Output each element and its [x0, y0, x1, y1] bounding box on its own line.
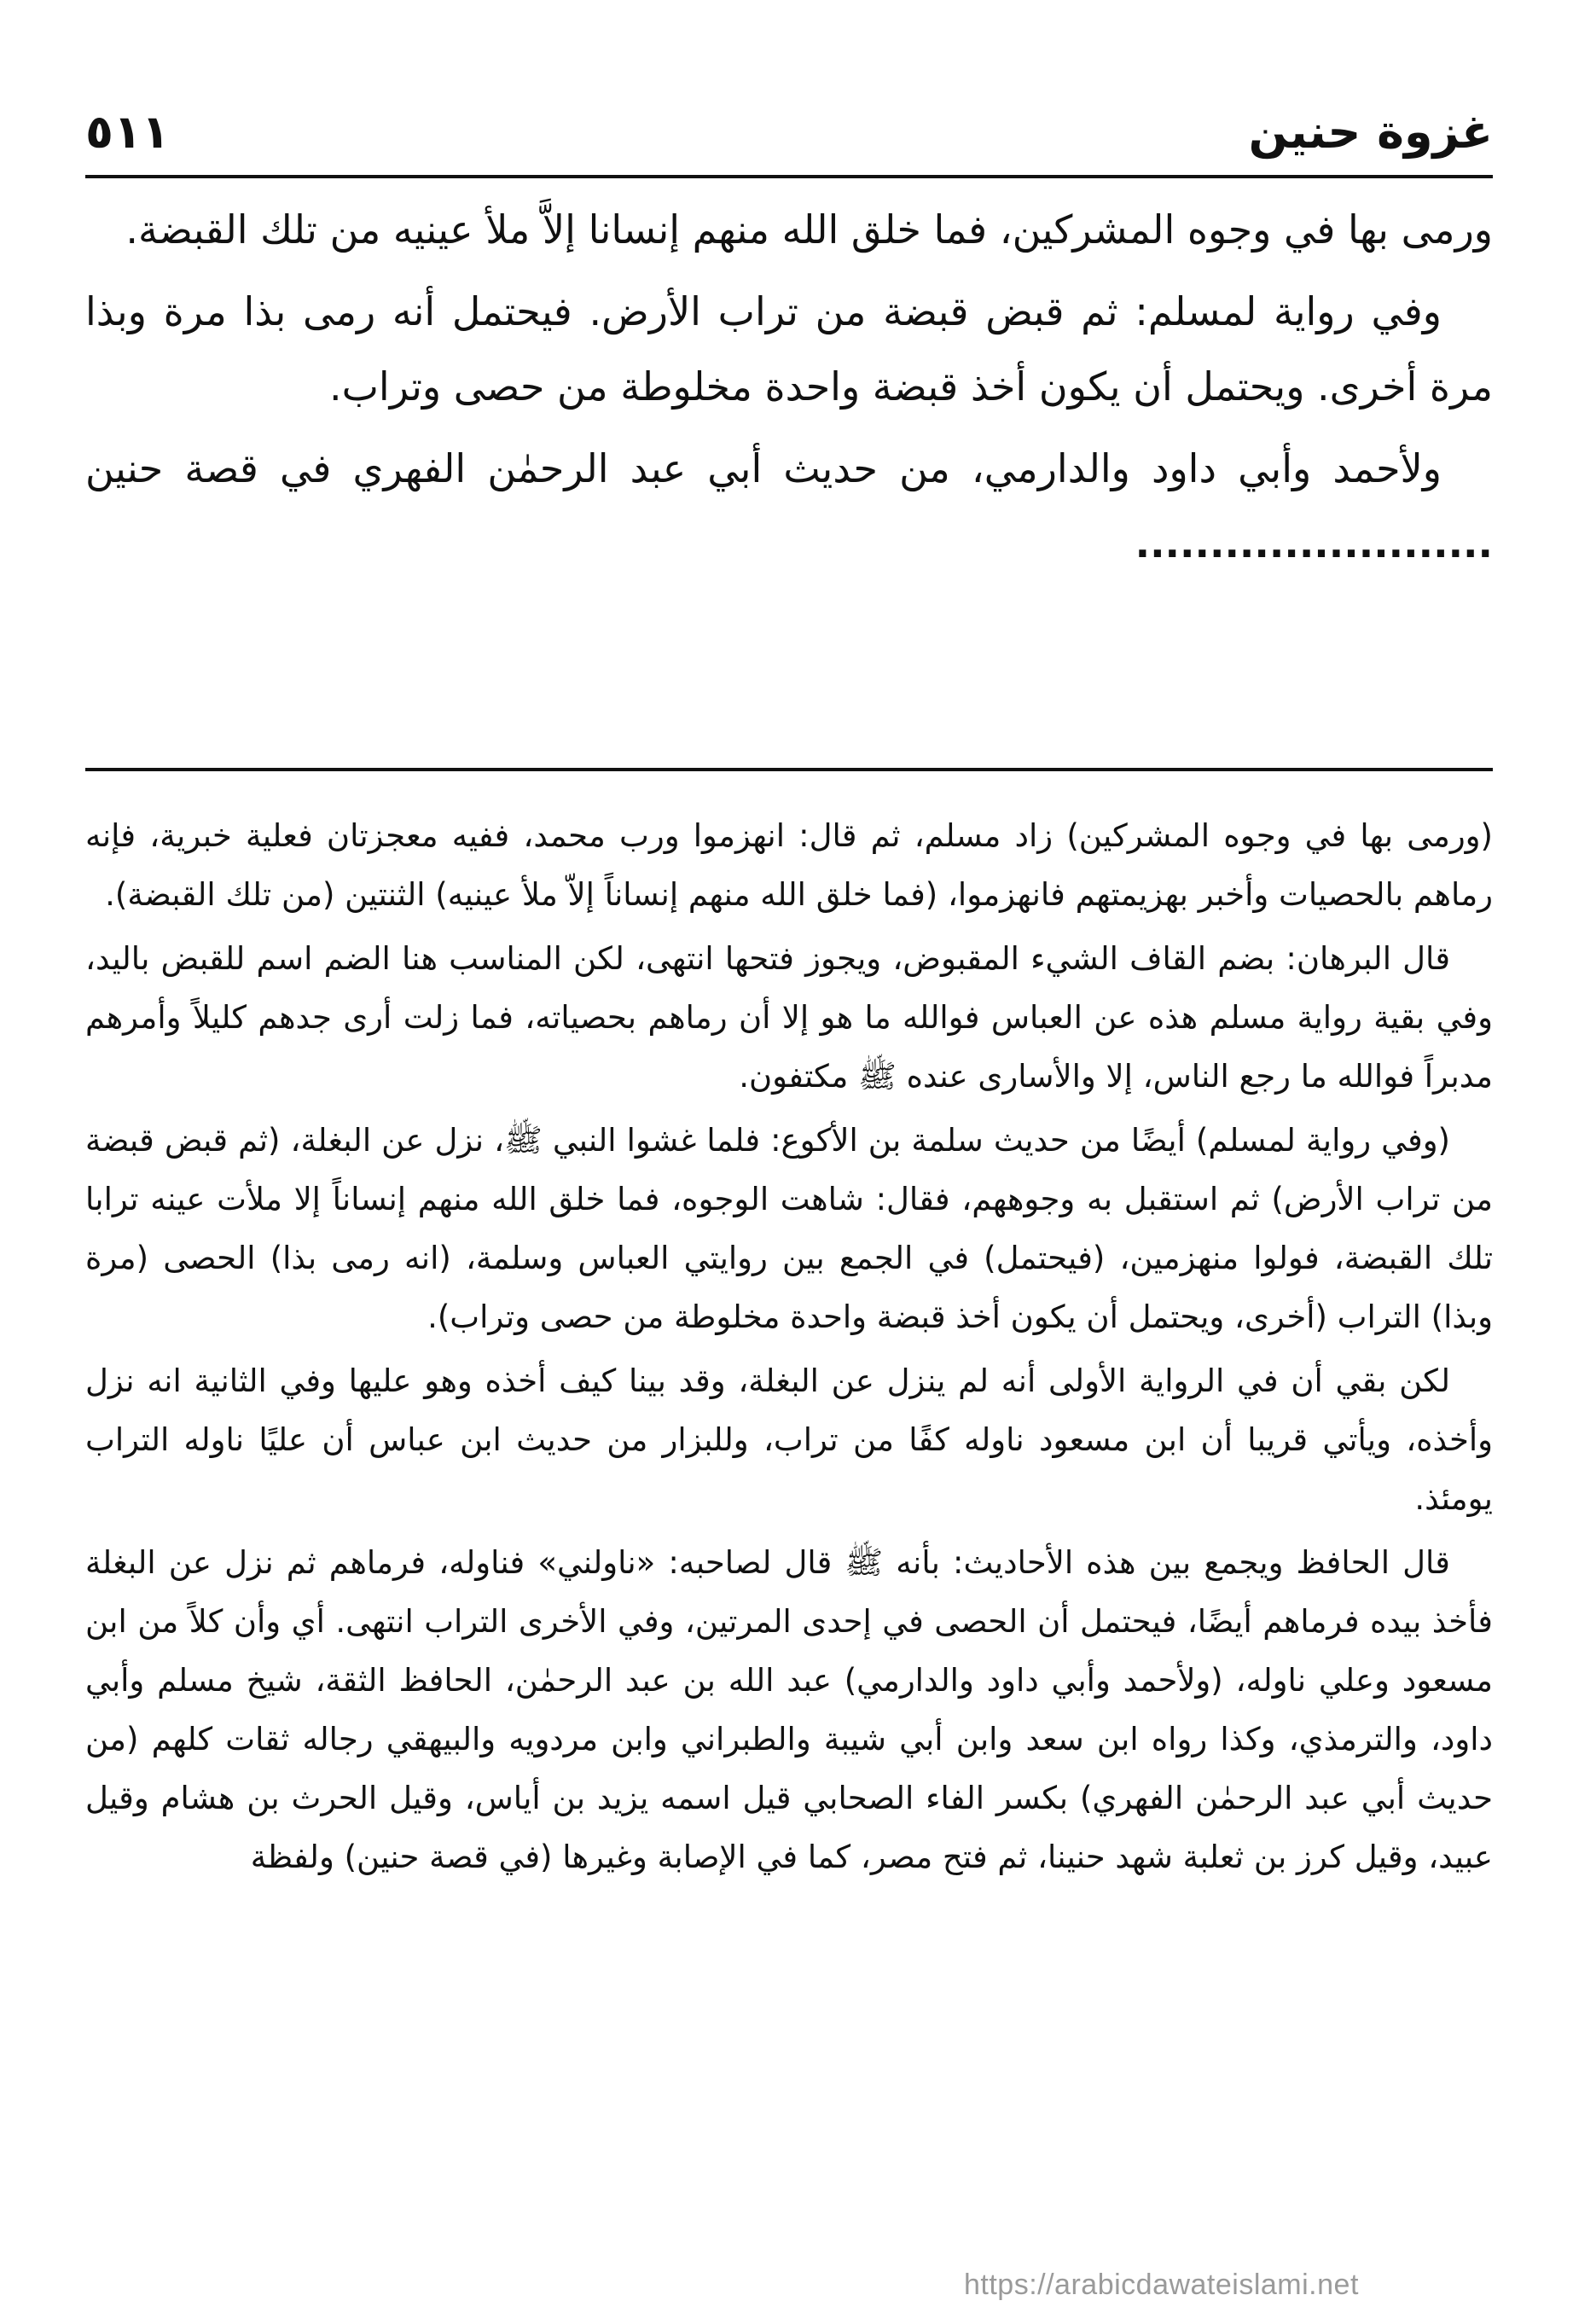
commentary-text — [85, 806, 1493, 1891]
commentary-paragraph-5: قال الحافظ ويجمع بين هذه الأحاديث: بأنه ﷺ قال لصاحبه: «ناولني» فناوله، فرماهم ثم نزل عن البغلة فأخذ بيده فرماهم أيضًا، فيحتمل أن الحصى في إحدى المرتين، وفي الأخرى التراب انتهى. أي وأن كلاً من ابن مسعود وعلي ناوله، (ولأحمد وأبي داود والدارمي) عبد الله بن عبد الرحمٰن، الحافظ الثقة، شيخ مسلم وأبي داود، والترمذي، وكذا رواه ابن سعد وابن أبي شيبة والطبراني وابن مردويه والبيهقي رجاله ثقات كلهم (من حديث أبي عبد الرحمٰن الفهري) بكسر الفاء الصحابي قيل اسمه يزيد بن أياس، وقيل الحرث بن هشام وقيل عبيد، وقيل كرز بن ثعلبة شهد حنينا، ثم فتح مصر، كما في الإصابة وغيرها (في قصة حنين) ولفظة — [85, 1544, 1493, 1875]
section-divider — [85, 768, 1493, 771]
header-divider — [85, 175, 1493, 178]
main-paragraph-1: ورمى بها في وجوه المشركين، فما خلق الله منهم إنسانا إلاَّ ملأ عينيه من تلك القبضة. — [125, 206, 1493, 253]
commentary-paragraph-3: (وفي رواية لمسلم) أيضًا من حديث سلمة بن الأكوع: فلما غشوا النبي ﷺ، نزل عن البغلة، (ثم قبض قبضة من تراب الأرض) ثم استقبل به وجوههم، فقال: شاهت الوجوه، فما خلق الله منهم إنساناً إلا ملأت عينه ترابا تلك القبضة، فولوا منهزمين، (فيحتمل) في الجمع بين روايتي العباس وسلمة، (انه رمى بذا) الحصى (مرة وبذا) التراب (أخرى، ويحتمل أن يكون أخذ قبضة واحدة مخلوطة من حصى وتراب). — [85, 1122, 1493, 1335]
watermark-url: https://arabicdawateislami.net — [964, 2269, 1359, 2301]
page-header — [85, 90, 1493, 175]
chapter-title: غزوة حنين — [1248, 105, 1493, 159]
main-paragraph-2: وفي رواية لمسلم: ثم قبض قبضة من تراب الأرض. فيحتمل أنه رمى بذا مرة وبذا مرة أخرى. ويحتمل أن يكون أخذ قبضة واحدة مخلوطة من حصى وتراب. — [85, 288, 1493, 410]
main-paragraph-3-text: ولأحمد وأبي داود والدارمي، من حديث أبي عبد الرحمٰن الفهري في قصة حنين — [85, 445, 1442, 491]
book-page — [85, 0, 1493, 2324]
main-paragraph-3-dots: ........................ — [1135, 520, 1493, 566]
main-text — [85, 192, 1493, 588]
page-number: ٥١١ — [85, 105, 170, 159]
commentary-paragraph-4: لكن بقي أن في الرواية الأولى أنه لم ينزل عن البغلة، وقد بينا كيف أخذه وهو عليها وفي الثانية انه نزل وأخذه، ويأتي قريبا أن ابن مسعود ناوله كفًا من تراب، وللبزار من حديث ابن عباس أن عليًا ناوله التراب يومئذ. — [85, 1362, 1493, 1517]
commentary-paragraph-2: قال البرهان: بضم القاف الشيء المقبوض، ويجوز فتحها انتهى، لكن المناسب هنا الضم اسم للقبض باليد، وفي بقية رواية مسلم هذه عن العباس فوالله ما هو إلا أن رماهم بحصياته، فما زلت أرى جدهم كليلاً وأمرهم مدبراً فوالله ما رجع الناس، إلا والأسارى عنده ﷺ مكتفون. — [85, 940, 1493, 1095]
main-paragraph-3 — [85, 431, 1493, 581]
commentary-paragraph-1: (ورمى بها في وجوه المشركين) زاد مسلم، ثم قال: انهزموا ورب محمد، ففيه معجزتان فعلية خبرية، فإنه رماهم بالحصيات وأخبر بهزيمتهم فانهزموا، (فما خلق الله منهم إنساناً إلاّ ملأ عينيه) الثنتين (من تلك القبضة). — [85, 817, 1493, 913]
